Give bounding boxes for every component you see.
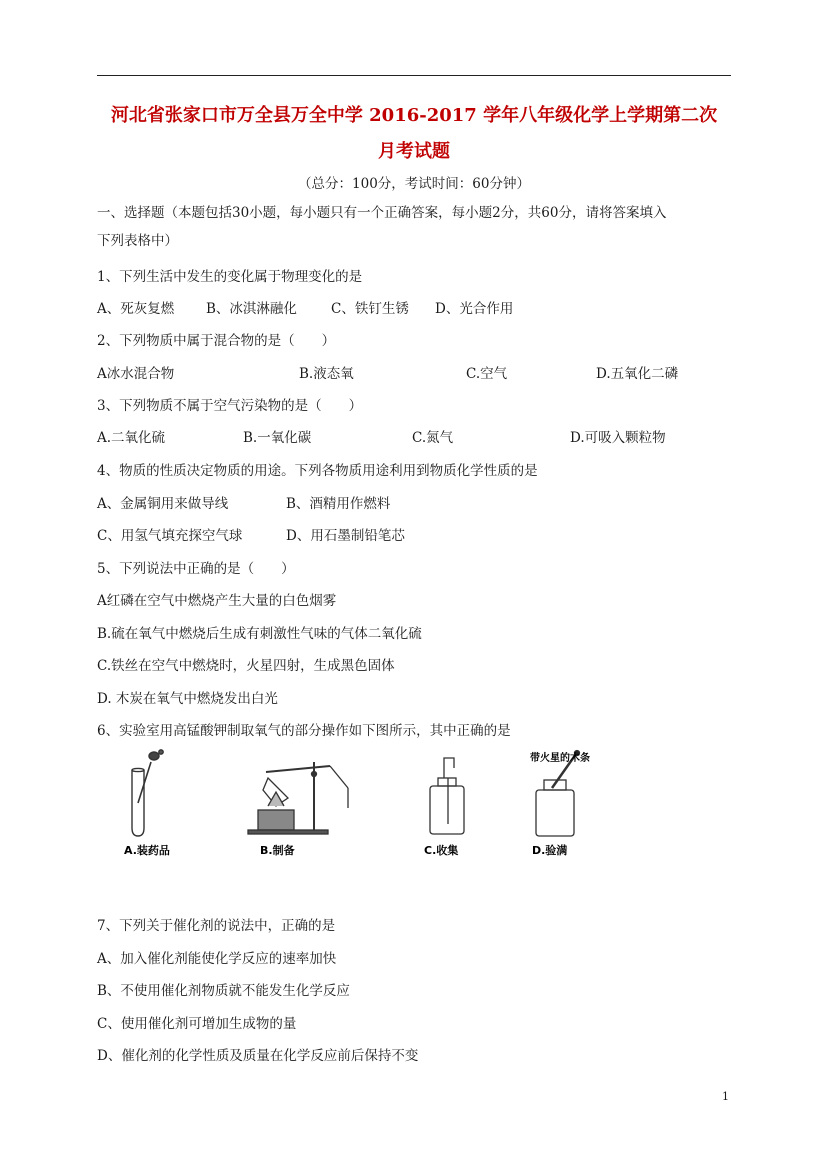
q5-option-a: A红磷在空气中燃烧产生大量的白色烟雾 (97, 593, 337, 609)
q4-option-a: A、金属铜用来做导线 (97, 496, 229, 512)
splint-label: 带火星的木条 (530, 753, 590, 764)
q5-option-c: C.铁丝在空气中燃烧时，火星四射，生成黑色固体 (97, 658, 395, 674)
q7-option-a: A、加入催化剂能使化学反应的速率加快 (97, 951, 337, 967)
question-3-stem: 3、下列物质不属于空气污染物的是（ ） (97, 398, 363, 414)
q3-option-b: B.一氧化碳 (243, 430, 312, 446)
question-1-stem: 1、下列生活中发生的变化属于物理变化的是 (97, 269, 363, 285)
q4-option-d: D、用石墨制铅笔芯 (286, 528, 405, 544)
question-7-stem: 7、下列关于催化剂的说法中，正确的是 (97, 918, 336, 934)
q2-option-d: D.五氧化二磷 (596, 366, 679, 382)
figure-caption-b: B.制备 (260, 844, 295, 857)
question-2-stem: 2、下列物质中属于混合物的是（ ） (97, 333, 336, 349)
question-4-stem: 4、物质的性质决定物质的用途。下列各物质用途利用到物质化学性质的是 (97, 463, 538, 479)
section-heading-continued: 下列表格中） (97, 233, 178, 249)
question-6-stem: 6、实验室用高锰酸钾制取氧气的部分操作如下图所示，其中正确的是 (97, 723, 511, 739)
q4-option-b: B、酒精用作燃料 (286, 496, 391, 512)
figure-caption-a: A.装药品 (124, 844, 170, 857)
q5-option-b: B.硫在氧气中燃烧后生成有刺激性气味的气体二氧化硫 (97, 626, 422, 642)
gas-bottle-illustration (430, 758, 464, 834)
q7-option-d: D、催化剂的化学性质及质量在化学反应前后保持不变 (97, 1048, 419, 1064)
q2-option-a: A冰水混合物 (97, 366, 175, 382)
q7-option-c: C、使用催化剂可增加生成物的量 (97, 1016, 297, 1032)
q1-option-d: D、光合作用 (435, 301, 514, 317)
q2-option-b: B.液态氧 (299, 366, 354, 382)
page-title: 河北省张家口市万全县万全中学 2016-2017 学年八年级化学上学期第二次 (110, 105, 718, 126)
figure-caption-d: D.验满 (532, 844, 568, 857)
header-rule (97, 75, 731, 76)
section-heading: 一、选择题（本题包括30小题，每小题只有一个正确答案，每小题2分，共60分，请将答案填入 (97, 205, 667, 221)
figure-caption-c: C.收集 (424, 844, 459, 857)
q1-option-a: A、死灰复燃 (97, 301, 175, 317)
page-title-continued: 月考试题 (378, 141, 450, 162)
q2-option-c: C.空气 (466, 366, 508, 382)
question-5-stem: 5、下列说法中正确的是（ ） (97, 561, 295, 577)
lab-apparatus-figure (118, 748, 598, 866)
q5-option-d: D. 木炭在氧气中燃烧发出白光 (97, 691, 278, 707)
test-tube-spoon-illustration (132, 750, 163, 836)
heating-setup-illustration (248, 762, 348, 834)
page-number: 1 (722, 1090, 729, 1103)
q3-option-a: A.二氧化硫 (97, 430, 166, 446)
q7-option-b: B、不使用催化剂物质就不能发生化学反应 (97, 983, 350, 999)
exam-info: （总分：100分，考试时间：60分钟） (298, 176, 530, 192)
q4-option-c: C、用氢气填充探空气球 (97, 528, 243, 544)
q3-option-c: C.氮气 (412, 430, 454, 446)
q1-option-c: C、铁钉生锈 (331, 301, 409, 317)
q1-option-b: B、冰淇淋融化 (206, 301, 297, 317)
q3-option-d: D.可吸入颗粒物 (570, 430, 666, 446)
